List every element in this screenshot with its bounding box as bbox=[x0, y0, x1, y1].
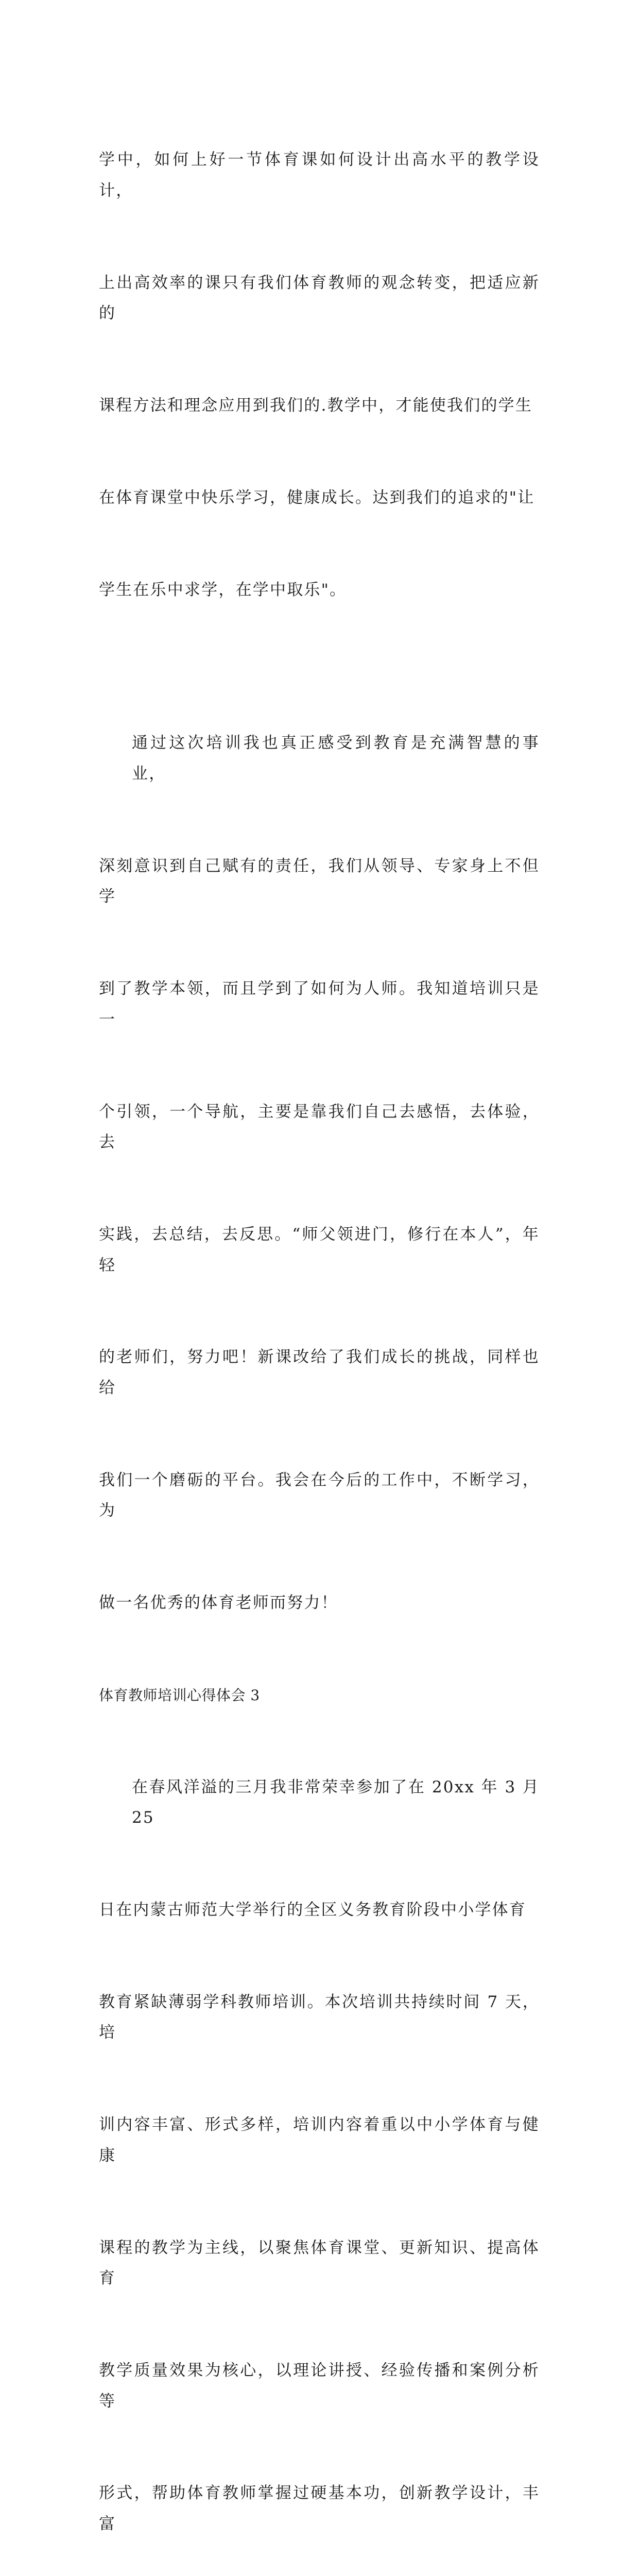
paragraph-line: 课程的教学为主线，以聚焦体育课堂、更新知识、提高体育 bbox=[99, 2238, 540, 2288]
paragraph-line: 在体育课堂中快乐学习，健康成长。达到我们的追求的"让 bbox=[99, 488, 535, 507]
paragraph-3 bbox=[99, 1710, 546, 2576]
paragraph-line: 教育紧缺薄弱学科教师培训。本次培训共持续时间 7 天，培 bbox=[99, 1992, 540, 2042]
paragraph-line: 上出高效率的课只有我们体育教师的观念转变，把适应新的 bbox=[99, 273, 540, 323]
paragraph-line: 日在内蒙古师范大学举行的全区义务教育阶段中小学体育 bbox=[99, 1901, 526, 1920]
paragraph-line: 教学质量效果为核心，以理论讲授、经验传播和案例分析等 bbox=[99, 2361, 540, 2411]
paragraph-line: 的老师们，努力吧！新课改给了我们成长的挑战，同样也给 bbox=[99, 1348, 540, 1397]
paragraph-line: 实践，去总结，去反思。“师父领进门，修行在本人”，年轻 bbox=[99, 1225, 540, 1275]
document-body bbox=[99, 83, 546, 2576]
paragraph-line: 做一名优秀的体育老师而努力！ bbox=[99, 1594, 338, 1613]
paragraph-line: 学生在乐中求学，在学中取乐"。 bbox=[99, 580, 347, 599]
paragraph-line: 学中，如何上好一节体育课如何设计出高水平的教学设计， bbox=[99, 150, 540, 200]
paragraph-line: 深刻意识到自己赋有的责任，我们从领导、专家身上不但学 bbox=[99, 856, 540, 906]
paragraph-line: 课程方法和理念应用到我们的.教学中，才能使我们的学生 bbox=[99, 396, 533, 415]
paragraph-line: 在春风洋溢的三月我非常荣幸参加了在 20xx 年 3 月 25 bbox=[132, 1777, 546, 1827]
paragraph-line: 到了教学本领，而且学到了如何为人师。我知道培训只是一 bbox=[99, 979, 540, 1029]
paragraph-line: 个引领，一个导航，主要是靠我们自己去感悟，去体验，去 bbox=[99, 1102, 540, 1152]
section-heading: 体育教师培训心得体会 3 bbox=[99, 1686, 260, 1704]
paragraph-line: 我们一个磨砺的平台。我会在今后的工作中，不断学习，为 bbox=[99, 1470, 540, 1520]
paragraph-line: 形式，帮助体育教师掌握过硬基本功，创新教学设计，丰富 bbox=[99, 2484, 540, 2533]
paragraph-line: 训内容丰富、形式多样，培训内容着重以中小学体育与健康 bbox=[99, 2115, 540, 2165]
paragraph-line: 通过这次培训我也真正感受到教育是充满智慧的事业， bbox=[132, 734, 540, 784]
paragraph-1 bbox=[99, 83, 540, 667]
paragraph-2 bbox=[99, 667, 540, 1680]
